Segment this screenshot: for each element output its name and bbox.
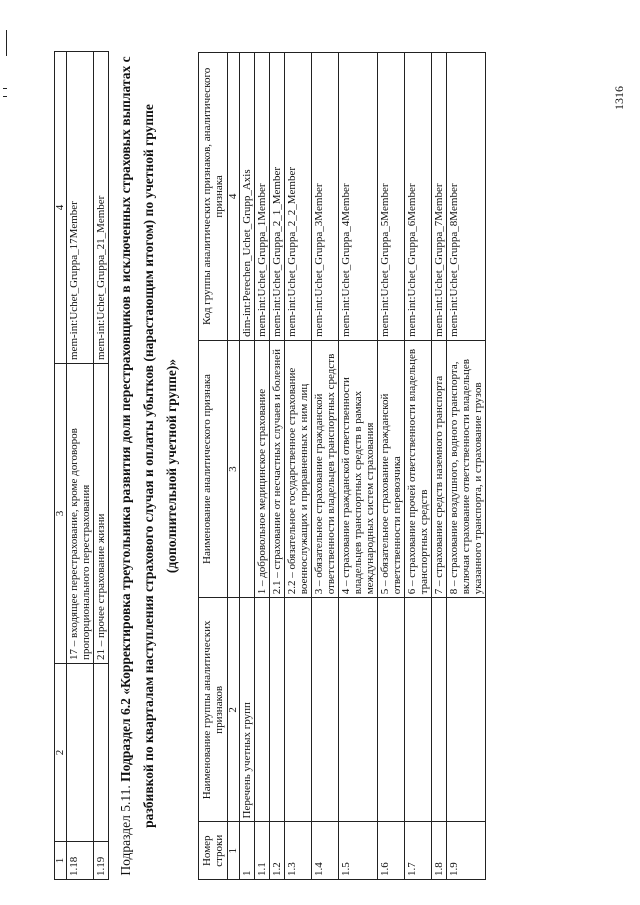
row-id: 1.4 <box>312 822 339 880</box>
row-name: 7 – страхование средств наземного транспорта <box>432 340 447 597</box>
row-name: 3 – обязательное страхование гражданской ответственности владельцев транспортных средств <box>312 340 339 597</box>
row-id: 1.5 <box>339 822 378 880</box>
header-feature-name: Наименование аналитического признака <box>199 340 228 597</box>
row-code: mem-int:Uchet_Gruppa_6Member <box>405 53 432 341</box>
row-group: Перечень учетных групп <box>240 598 255 822</box>
page-number: 1316 <box>612 86 626 110</box>
column-number-row <box>55 52 67 880</box>
row-group <box>447 598 486 822</box>
row-group <box>312 598 339 822</box>
col-num-2: 2 <box>55 664 67 842</box>
row-code: mem-int:Uchet_Gruppa_3Member <box>312 53 339 341</box>
row-id: 1.3 <box>285 822 312 880</box>
row-code: mem-int:Uchet_Gruppa_21_Member <box>94 52 109 364</box>
row-id: 1.19 <box>94 842 109 880</box>
row-id: 1.8 <box>432 822 447 880</box>
row-name: 2.1 – страхование от несчастных случаев и болезней <box>270 340 285 597</box>
row-name <box>240 340 255 597</box>
row-code: mem-int:Uchet_Gruppa_5Member <box>378 53 405 341</box>
table-row <box>240 53 255 880</box>
row-id: 1.6 <box>378 822 405 880</box>
row-name: 21 – прочее страхование жизни <box>94 364 109 664</box>
table-row <box>285 53 312 880</box>
row-group <box>405 598 432 822</box>
row-code: mem-int:Uchet_Gruppa_4Member <box>339 53 378 341</box>
heading-prefix: Подраздел 5.11. <box>118 785 133 876</box>
col-num-4: 4 <box>228 53 240 341</box>
table-row <box>255 53 270 880</box>
scan-edge-tick <box>3 96 7 97</box>
row-code: mem-int:Uchet_Gruppa_8Member <box>447 53 486 341</box>
header-code: Код группы аналитических признаков, аналитического признака <box>199 53 228 341</box>
row-id: 1.2 <box>270 822 285 880</box>
row-name: 1 – добровольное медицинское страхование <box>255 340 270 597</box>
row-name: 2.2 – обязательное государственное страхование военнослужащих и приравненных к ним лиц <box>285 340 312 597</box>
header-row <box>199 53 228 880</box>
row-name: 8 – страхование воздушного, водного транспорта, включая страхование ответственности владельцев указанного транспорта, и страхование грузов <box>447 340 486 597</box>
row-group <box>432 598 447 822</box>
main-table <box>198 52 486 880</box>
table-row <box>378 53 405 880</box>
row-name: 17 – входящее перестрахование, кроме договоров пропорционального перестрахования <box>67 364 94 664</box>
row-code: mem-int:Uchet_Gruppa_7Member <box>432 53 447 341</box>
col-num-3: 3 <box>55 364 67 664</box>
col-num-3: 3 <box>228 340 240 597</box>
row-group <box>67 664 94 842</box>
row-code: dim-int:Perechen_Uchet_Grupp_Axis <box>240 53 255 341</box>
table-row <box>405 53 432 880</box>
row-name: 5 – обязательное страхование гражданской ответственности перевозчика <box>378 340 405 597</box>
row-id: 1.1 <box>255 822 270 880</box>
table-row <box>94 52 109 880</box>
table-row <box>432 53 447 880</box>
row-group <box>285 598 312 822</box>
header-group-name: Наименование группы аналитических признаков <box>199 598 228 822</box>
row-code: mem-int:Uchet_Gruppa_2_2_Member <box>285 53 312 341</box>
table-row <box>270 53 285 880</box>
row-group <box>270 598 285 822</box>
row-group <box>94 664 109 842</box>
column-number-row <box>228 53 240 880</box>
row-code: mem-int:Uchet_Gruppa_17Member <box>67 52 94 364</box>
row-id: 1.7 <box>405 822 432 880</box>
row-group <box>378 598 405 822</box>
scan-edge-tick <box>3 88 7 89</box>
col-num-2: 2 <box>228 598 240 822</box>
row-code: mem-int:Uchet_Gruppa_1Member <box>255 53 270 341</box>
table-row <box>67 52 94 880</box>
header-row-number: Номер строки <box>199 822 228 880</box>
heading-title: Подраздел 6.2 «Корректировка треугольника развития доли перестраховщиков в исключенных страховых выплатах с разбивкой по кварталам наступления страхового случая и оплаты убытков (нарастающим итогом) по учетной группе (дополнительной учетной группе)» <box>118 56 179 828</box>
col-num-4: 4 <box>55 52 67 364</box>
row-id: 1.18 <box>67 842 94 880</box>
row-group <box>255 598 270 822</box>
table-row <box>312 53 339 880</box>
row-code: mem-int:Uchet_Gruppa_2_1_Member <box>270 53 285 341</box>
scan-edge-mark <box>6 30 7 56</box>
table-row <box>447 53 486 880</box>
row-group <box>339 598 378 822</box>
rotated-content <box>54 52 610 880</box>
row-name: 6 – страхование прочей ответственности владельцев транспортных средств <box>405 340 432 597</box>
row-id: 1.9 <box>447 822 486 880</box>
row-name: 4 – страхование гражданской ответственности владельцев транспортных средств в рамках международных систем страхования <box>339 340 378 597</box>
previous-table <box>54 51 109 880</box>
col-num-1: 1 <box>55 842 67 880</box>
section-heading <box>114 52 183 880</box>
col-num-1: 1 <box>228 822 240 880</box>
row-id: 1 <box>240 822 255 880</box>
table-row <box>339 53 378 880</box>
